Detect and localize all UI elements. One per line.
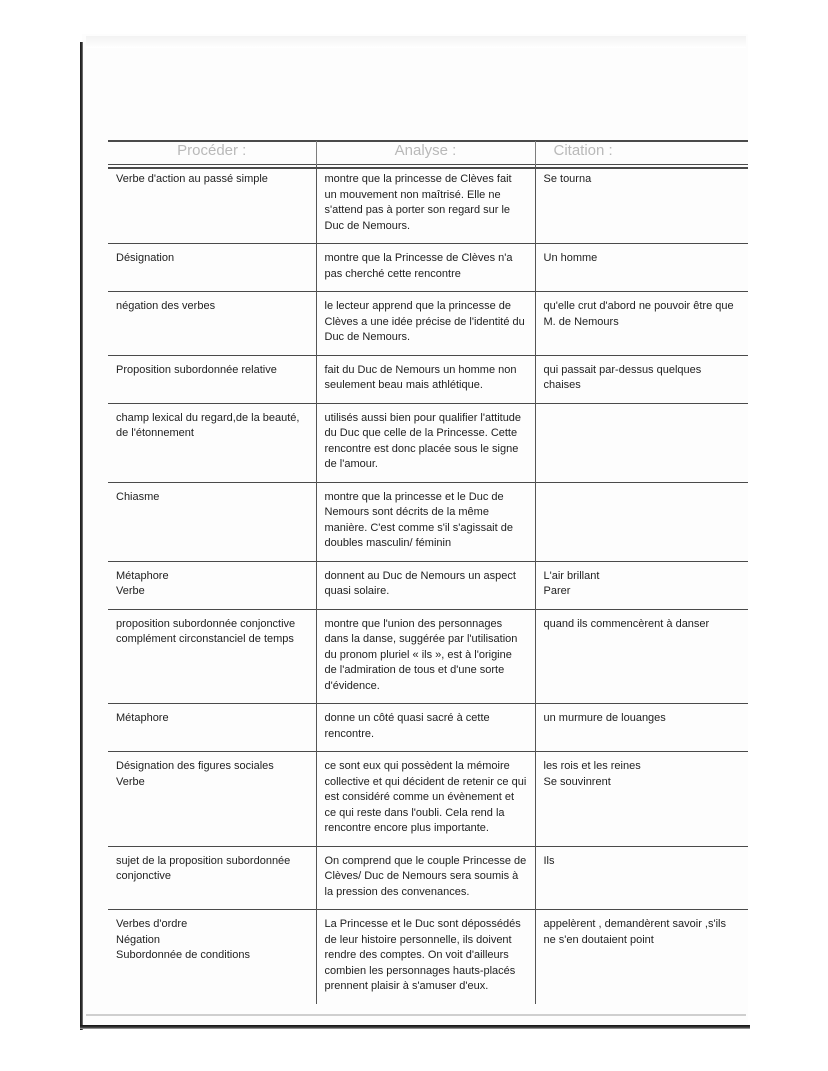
cell-line: Parer	[543, 585, 571, 597]
cell-line: fait du Duc de Nemours un homme non seulement beau mais athlétique.	[324, 363, 517, 391]
cell-line: quand ils commencèrent à danser	[543, 617, 710, 630]
table-row	[108, 704, 748, 752]
table-body	[108, 165, 748, 1004]
table-row	[108, 482, 748, 561]
column-header-procede: Procéder :	[108, 141, 316, 165]
cell-citation	[535, 609, 748, 704]
cell-citation	[535, 292, 748, 356]
cell-analyse	[316, 609, 535, 704]
cell-line: appelèrent , demandèrent savoir ,s'ils ne s'en doutaient point	[543, 918, 726, 946]
table-row	[108, 355, 748, 403]
scan-edge-bottom-faint	[86, 1014, 746, 1016]
cell-line: montre que la Princesse de Clèves n'a pas cherché cette rencontre	[324, 252, 513, 280]
cell-line: Se tourna	[543, 173, 592, 185]
cell-procede	[108, 244, 316, 292]
scan-artifact-top	[86, 36, 746, 48]
cell-line: sujet de la proposition subordonnée conjonctive	[116, 854, 291, 882]
cell-analyse	[316, 482, 535, 561]
cell-line: Verbe	[116, 775, 145, 788]
cell-line: Se souvinrent	[543, 775, 611, 788]
cell-procede	[108, 609, 316, 704]
cell-procede	[108, 355, 316, 403]
cell-line: Verbe d'action au passé simple	[116, 173, 268, 185]
cell-line: ce sont eux qui possèdent la mémoire collective et qui décident de retenir ce qui est considéré comme un évènement et ce qui reste dans l'oubli. Cela rend la rencontre encore plus importante.	[324, 760, 527, 834]
cell-citation	[535, 846, 748, 910]
cell-line: L'air brillant	[543, 569, 600, 582]
cell-citation	[535, 482, 748, 561]
table-row	[108, 561, 748, 609]
cell-line: Négation	[116, 933, 161, 946]
analysis-table-wrapper	[108, 141, 748, 1004]
cell-line: proposition subordonnée conjonctive complément circonstanciel de temps	[116, 617, 296, 645]
cell-line: donne un côté quasi sacré à cette rencontre.	[324, 712, 490, 740]
table-row	[108, 910, 748, 1004]
cell-procede	[108, 704, 316, 752]
cell-analyse	[316, 403, 535, 482]
cell-line: montre que l'union des personnages dans la danse, suggérée par l'utilisation du pronom pluriel « ils », est à l'origine de l'admiration de tous et d'une sorte d'évidence.	[324, 617, 518, 692]
cell-citation	[535, 910, 748, 1004]
cell-procede	[108, 482, 316, 561]
cell-line: donnent au Duc de Nemours un aspect quasi solaire.	[324, 569, 516, 597]
cell-line: Métaphore	[116, 569, 169, 582]
cell-line: La Princesse et le Duc sont dépossédés de leur histoire personnelle, ils doivent rendre des comptes. On voit d'ailleurs combien les personnages hauts-placés prennent plaisir à s'amuser d'eux.	[324, 918, 521, 992]
scan-edge-bottom	[80, 1025, 750, 1029]
column-header-citation: Citation :	[553, 142, 613, 159]
cell-citation	[535, 403, 748, 482]
cell-line: Verbes d'ordre	[116, 918, 188, 930]
cell-analyse	[316, 704, 535, 752]
table-row	[108, 609, 748, 704]
cell-analyse	[316, 165, 535, 244]
cell-analyse	[316, 244, 535, 292]
cell-analyse	[316, 752, 535, 847]
cell-line: Désignation	[116, 252, 175, 264]
cell-citation	[535, 355, 748, 403]
scan-edge-left	[80, 42, 83, 1030]
cell-line: Désignation des figures sociales	[116, 760, 274, 772]
cell-citation	[535, 752, 748, 847]
cell-line: négation des verbes	[116, 300, 216, 312]
cell-analyse	[316, 561, 535, 609]
cell-line: les rois et les reines	[543, 760, 641, 772]
table-row	[108, 292, 748, 356]
table-row	[108, 403, 748, 482]
cell-line: qui passait par-dessus quelques chaises	[543, 363, 702, 391]
cell-citation	[535, 561, 748, 609]
cell-analyse	[316, 292, 535, 356]
cell-analyse	[316, 355, 535, 403]
cell-procede	[108, 165, 316, 244]
cell-line: Métaphore	[116, 712, 169, 724]
table-row	[108, 846, 748, 910]
cell-line: champ lexical du regard,de la beauté, de l'étonnement	[116, 411, 300, 439]
cell-line: un murmure de louanges	[543, 712, 666, 724]
cell-analyse	[316, 910, 535, 1004]
table-row	[108, 244, 748, 292]
table-header-row	[108, 141, 748, 165]
cell-line: Subordonnée de conditions	[116, 949, 250, 961]
table-row	[108, 752, 748, 847]
cell-procede	[108, 846, 316, 910]
cell-line: Un homme	[543, 252, 598, 264]
cell-line: Ils	[543, 854, 555, 867]
cell-line: qu'elle crut d'abord ne pouvoir être que M. de Nemours	[543, 300, 734, 328]
cell-procede	[108, 561, 316, 609]
cell-line: le lecteur apprend que la princesse de Clèves a une idée précise de l'identité du Duc de Nemours.	[324, 300, 525, 343]
cell-analyse	[316, 846, 535, 910]
cell-procede	[108, 910, 316, 1004]
cell-line: utilisés aussi bien pour qualifier l'attitude du Duc que celle de la Princesse. Cette rencontre est donc placée sous le signe de l'amour.	[324, 411, 522, 470]
cell-procede	[108, 292, 316, 356]
cell-procede	[108, 752, 316, 847]
cell-line: montre que la princesse de Clèves fait un mouvement non maîtrisé. Elle ne s'attend pas à porter son regard sur le Duc de Nemours.	[324, 173, 512, 232]
column-header-analyse: Analyse :	[316, 141, 535, 165]
cell-line: montre que la princesse et le Duc de Nemours sont décrits de la même manière. C'est comme s'il s'agissait de doubles masculin/ féminin	[324, 490, 513, 549]
cell-line: Verbe	[116, 585, 145, 597]
cell-procede	[108, 403, 316, 482]
cell-citation	[535, 165, 748, 244]
table-row	[108, 165, 748, 244]
cell-line: Chiasme	[116, 490, 160, 503]
cell-line: On comprend que le couple Princesse de Clèves/ Duc de Nemours sera soumis à la pression des convenances.	[324, 854, 527, 898]
analysis-table	[108, 141, 748, 1004]
cell-citation	[535, 244, 748, 292]
table-header	[108, 141, 748, 165]
cell-line: Proposition subordonnée relative	[116, 363, 277, 376]
cell-citation	[535, 704, 748, 752]
